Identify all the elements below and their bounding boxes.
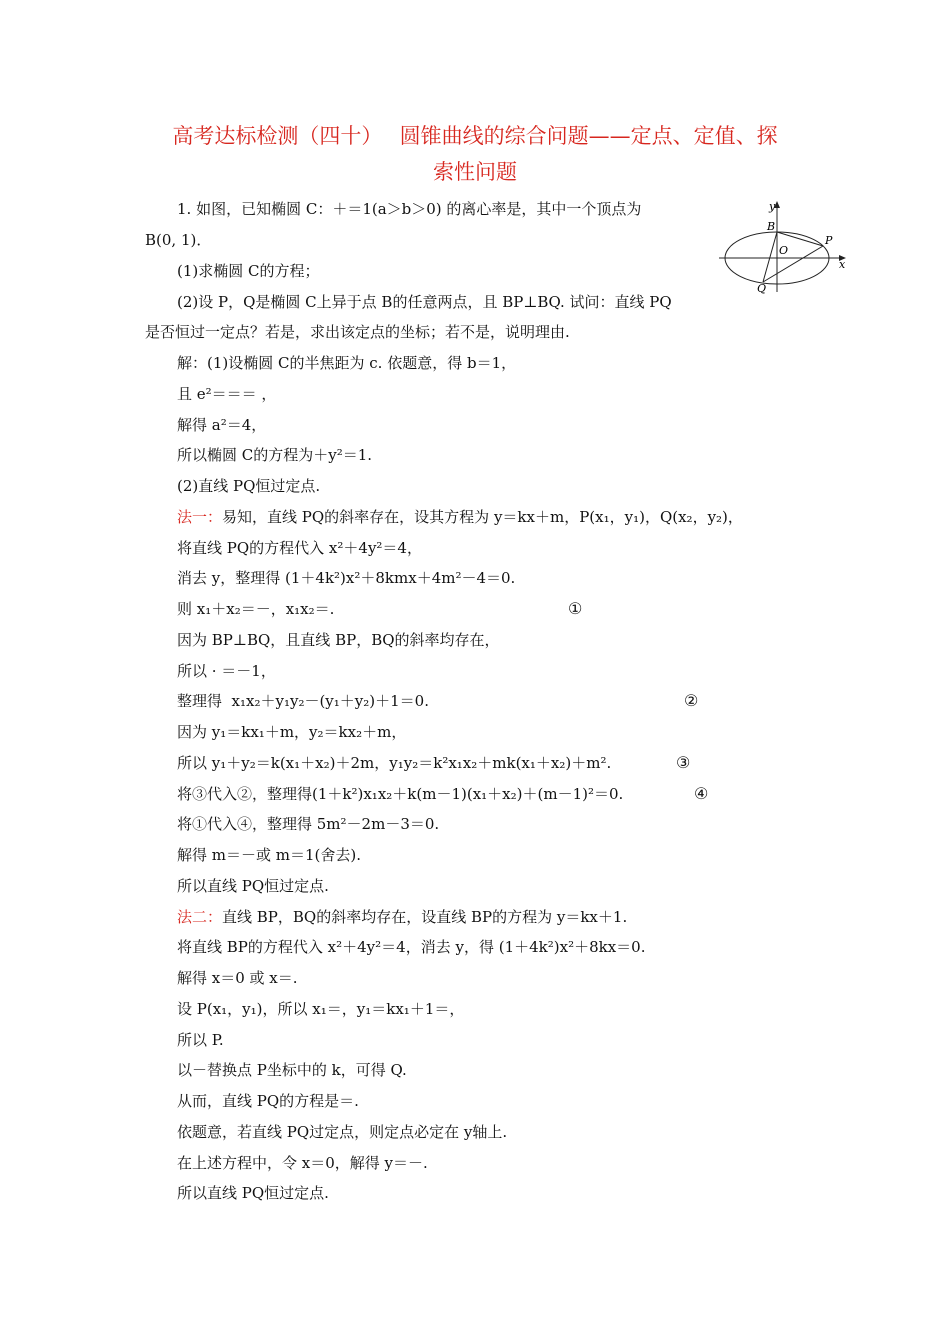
solution-line-3: 解得 a²＝4， (177, 416, 267, 434)
title-line-2: 索性问题 (433, 160, 517, 184)
label-y: y (769, 200, 776, 213)
method-2-step-6: 从而，直线 PQ的方程是＝. (177, 1092, 359, 1110)
label-b: B (767, 220, 776, 233)
part-2-question-1: (2)设 P，Q是椭圆 C上异于点 B的任意两点，且 BP⊥BQ. 试问：直线 PQ (177, 293, 672, 311)
label-p: P (825, 234, 833, 247)
method-2-text: 直线 BP，BQ的斜率均存在，设直线 BP的方程为 y＝kx＋1. (222, 908, 628, 926)
part-2-question-2: 是否恒过一定点？若是，求出该定点的坐标；若不是，说明理由. (145, 323, 570, 341)
solution-line-1: 解：(1)设椭圆 C的半焦距为 c. 依题意，得 b＝1， (177, 354, 517, 372)
method-1-step-11: 解得 m＝－或 m＝1(舍去). (177, 846, 361, 864)
method-1-step-7: 因为 y₁＝kx₁＋m，y₂＝kx₂＋m， (177, 723, 407, 741)
document-title (130, 118, 820, 190)
method-2-label: 法二： (177, 908, 223, 926)
method-1-conclusion: 所以直线 PQ恒过定点. (177, 877, 329, 895)
method-2-step-2: 解得 x＝0 或 x＝. (177, 969, 298, 987)
method-1-label: 法一： (177, 508, 223, 526)
eq-number-4: ④ (694, 784, 709, 803)
method-1-step-6: 整理得 x₁x₂＋y₁y₂－(y₁＋y₂)＋1＝0. (177, 692, 429, 710)
method-1-step-2: 消去 y，整理得 (1＋4k²)x²＋8kmx＋4m²－4＝0. (177, 569, 516, 587)
problem-line-2: B(0, 1)． (145, 231, 212, 249)
method-1-text: 易知，直线 PQ的斜率存在，设其方程为 y＝kx＋m，P(x₁，y₁)，Q(x₂，y₂)， (222, 508, 743, 526)
part-1-question: (1)求椭圆 C的方程； (177, 262, 320, 280)
method-2-step-1: 将直线 BP的方程代入 x²＋4y²＝4，消去 y，得 (1＋4k²)x²＋8kx＝0. (177, 938, 646, 956)
method-1-step-10: 将①代入④，整理得 5m²－2m－3＝0. (177, 815, 440, 833)
method-1-line (177, 507, 743, 527)
ellipse-figure (715, 196, 855, 296)
label-q: Q (757, 282, 767, 295)
method-2-step-5: 以－替换点 P坐标中的 k，可得 Q. (177, 1061, 407, 1079)
method-1-step-1: 将直线 PQ的方程代入 x²＋4y²＝4， (177, 539, 422, 557)
solution-line-2: 且 e²＝＝＝ ， (177, 385, 277, 403)
label-o: O (779, 244, 789, 257)
eq-number-3: ③ (676, 753, 691, 772)
method-2-step-4: 所以 P. (177, 1031, 224, 1049)
method-2-step-3: 设 P(x₁，y₁)，所以 x₁＝，y₁＝kx₁＋1＝， (177, 1000, 465, 1018)
method-1-step-9: 将③代入②，整理得(1＋k²)x₁x₂＋k(m－1)(x₁＋x₂)＋(m－1)²＝0. (177, 785, 624, 803)
solution-line-5: (2)直线 PQ恒过定点. (177, 477, 321, 495)
method-1-step-4: 因为 BP⊥BQ，且直线 BP，BQ的斜率均存在， (177, 631, 500, 649)
title-line-1: 高考达标检测（四十） 圆锥曲线的综合问题——定点、定值、探 (172, 124, 778, 148)
eq-number-2: ② (684, 691, 699, 710)
method-2-step-8: 在上述方程中，令 x＝0，解得 y＝－. (177, 1154, 428, 1172)
eq-number-1: ① (568, 599, 583, 618)
method-2-conclusion: 所以直线 PQ恒过定点. (177, 1184, 329, 1202)
method-2-line (177, 907, 627, 927)
problem-line-1: 1. 如图，已知椭圆 C：＋＝1(a＞b＞0) 的离心率是，其中一个顶点为 (177, 200, 642, 218)
label-x: x (839, 258, 846, 271)
method-1-step-8: 所以 y₁＋y₂＝k(x₁＋x₂)＋2m，y₁y₂＝k²x₁x₂＋mk(x₁＋x₂)＋m². (177, 754, 612, 772)
method-2-step-7: 依题意，若直线 PQ过定点，则定点必定在 y轴上. (177, 1123, 508, 1141)
solution-line-4: 所以椭圆 C的方程为＋y²＝1. (177, 446, 373, 464)
method-1-step-5: 所以 · ＝－1， (177, 662, 276, 680)
method-1-step-3: 则 x₁＋x₂＝－，x₁x₂＝. (177, 600, 335, 618)
